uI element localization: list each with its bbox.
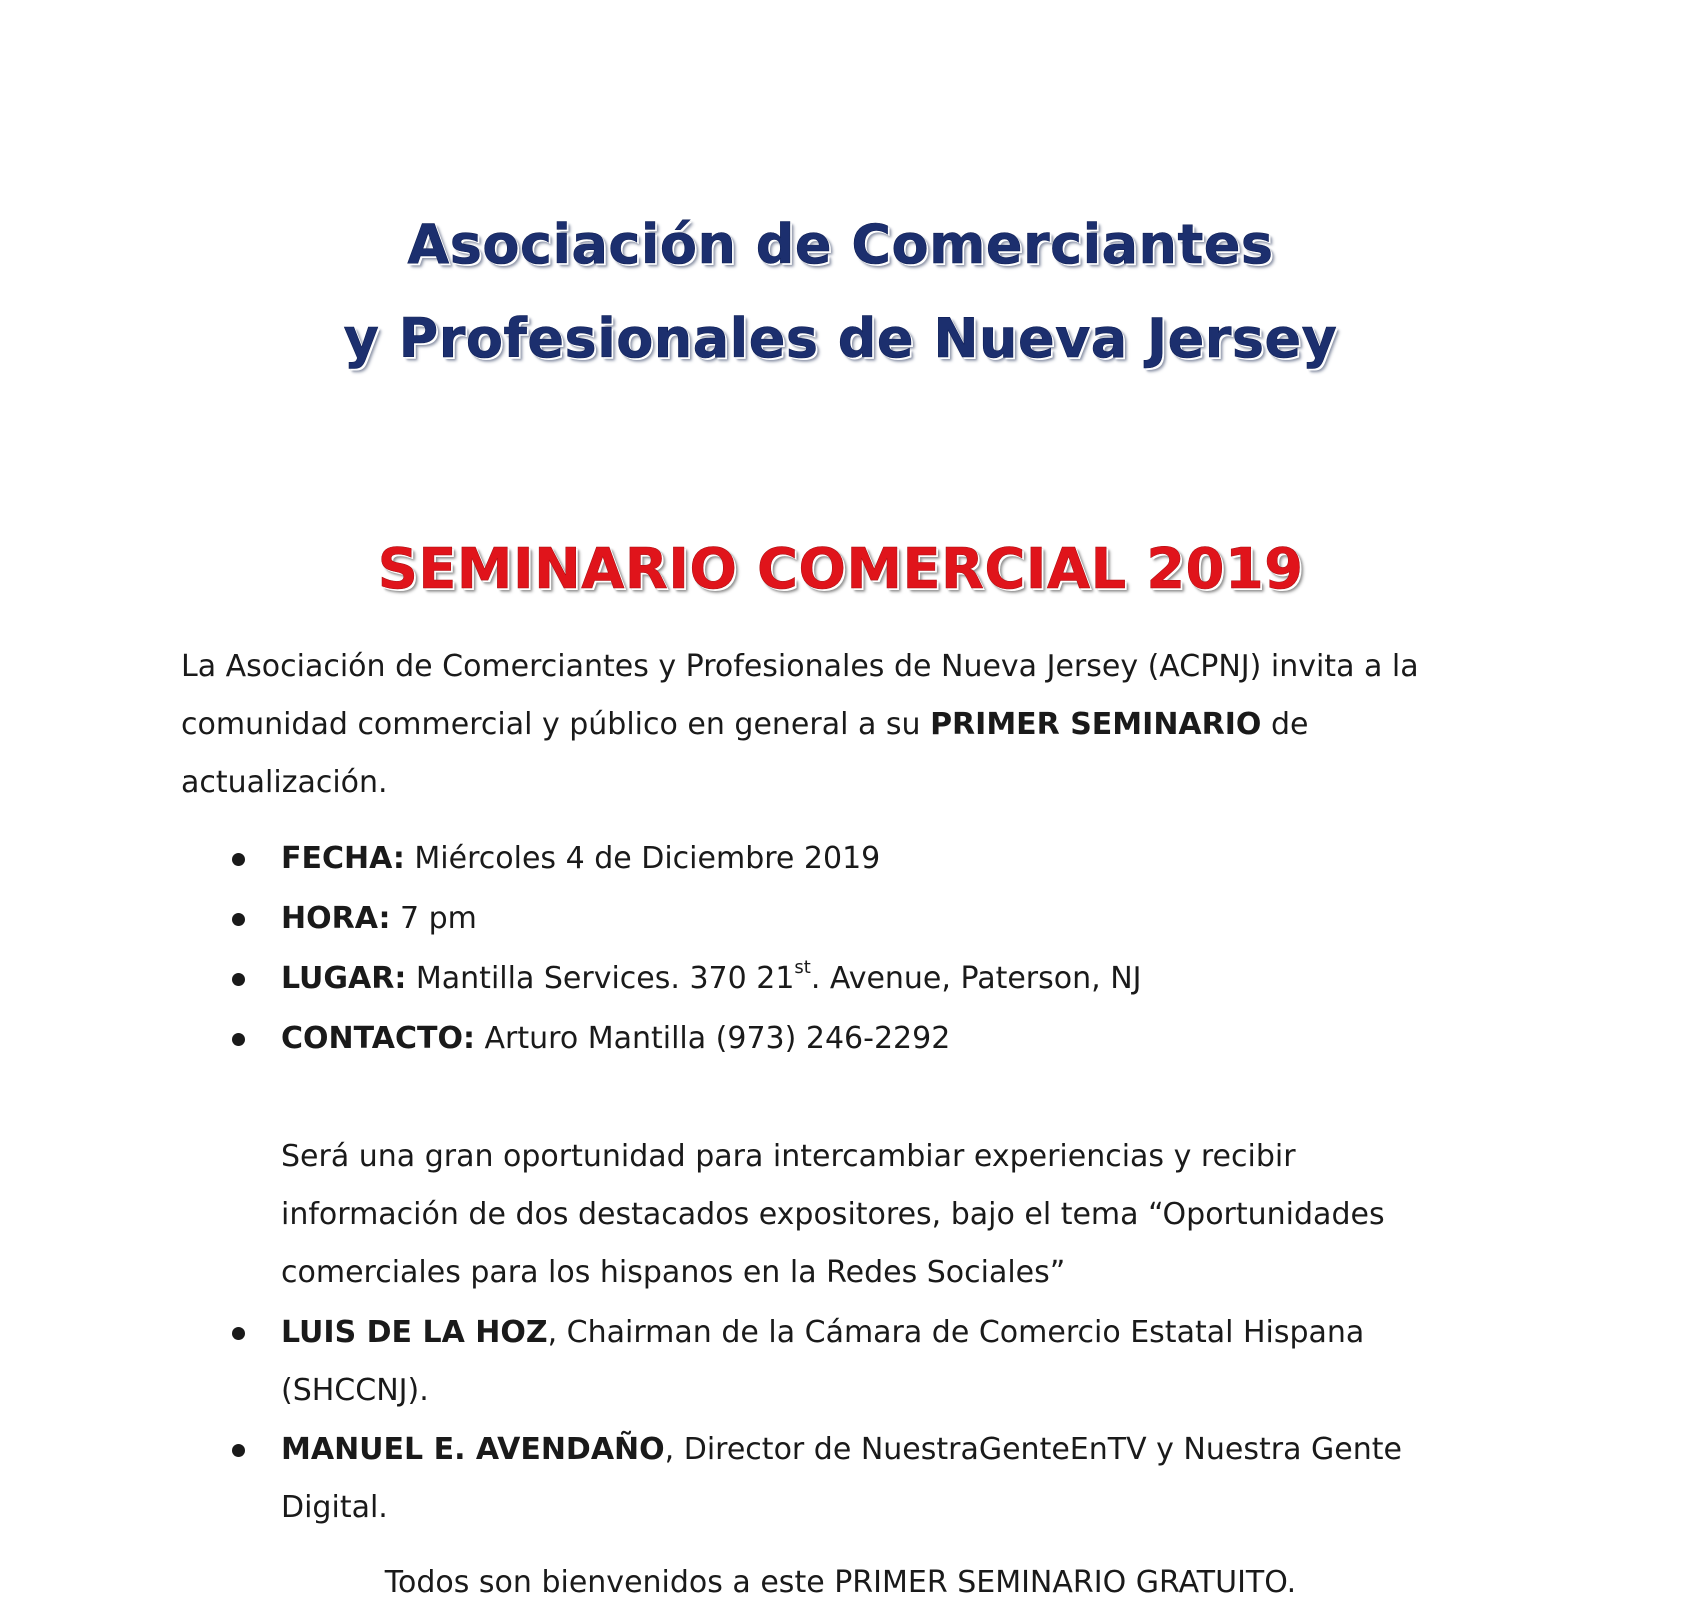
description-line-1: Será una gran oportunidad para intercambiar experiencias y recibir [281, 1139, 1296, 1174]
speaker-1-name: LUIS DE LA HOZ [281, 1315, 548, 1350]
detail-hora-text [281, 890, 477, 948]
lugar-value-prefix: Mantilla Services. 370 21 [406, 961, 795, 996]
fecha-label: FECHA: [281, 841, 405, 876]
org-name-line-1: Asociación de Comerciantes [407, 213, 1274, 276]
lugar-value-suffix: . Avenue, Paterson, NJ [810, 961, 1142, 996]
hora-value: 7 pm [390, 901, 477, 936]
lugar-label: LUGAR: [281, 961, 407, 996]
intro-highlight: PRIMER SEMINARIO [930, 707, 1262, 742]
description-paragraph [281, 1128, 1561, 1302]
speaker-2-name: MANUEL E. AVENDAÑO [281, 1432, 665, 1467]
bullet-icon [232, 853, 245, 866]
speaker-1-text [281, 1304, 1364, 1362]
speaker-2-role-line-2: Digital. [281, 1490, 388, 1525]
intro-line-1: La Asociación de Comerciantes y Profesionales de Nueva Jersey (ACPNJ) invita a la [181, 649, 1419, 684]
bullet-icon [232, 1327, 245, 1340]
bullet-icon [232, 1033, 245, 1046]
detail-contacto-text [281, 1010, 950, 1068]
intro-line-2 [181, 696, 1521, 754]
contacto-value: Arturo Mantilla (973) 246-2292 [474, 1021, 951, 1056]
footer-welcome: Todos son bienvenidos a este PRIMER SEMINARIO GRATUITO. [384, 1565, 1297, 1600]
intro-line-3: actualización. [181, 765, 388, 800]
intro-line-2-suffix: de [1261, 707, 1309, 742]
org-name-line-2: y Profesionales de Nueva Jersey [343, 307, 1338, 370]
intro-line-2-prefix: comunidad commercial y público en general a su [181, 707, 931, 742]
description-line-2: información de dos destacados expositores, bajo el tema “Oportunidades [281, 1197, 1385, 1232]
speaker-1-role: , Chairman de la Cámara de Comercio Estatal Hispana [547, 1315, 1365, 1350]
contacto-label: CONTACTO: [281, 1021, 475, 1056]
lugar-value-superscript: st [794, 957, 811, 978]
bullet-icon [232, 1444, 245, 1457]
description-line-3: comerciales para los hispanos en la Redes Sociales” [281, 1255, 1066, 1290]
bullet-icon [232, 973, 245, 986]
bullet-icon [232, 913, 245, 926]
speaker-2-role: , Director de NuestraGenteEnTV y Nuestra Gente [664, 1432, 1402, 1467]
seminar-title: SEMINARIO COMERCIAL 2019 [377, 537, 1304, 602]
speaker-1-role-line-2: (SHCCNJ). [281, 1373, 429, 1408]
speaker-2-text [281, 1421, 1402, 1479]
detail-lugar-text [281, 950, 1142, 1008]
hora-label: HORA: [281, 901, 391, 936]
intro-paragraph [181, 638, 1521, 812]
fecha-value: Miércoles 4 de Diciembre 2019 [404, 841, 881, 876]
detail-fecha-text [281, 830, 880, 888]
